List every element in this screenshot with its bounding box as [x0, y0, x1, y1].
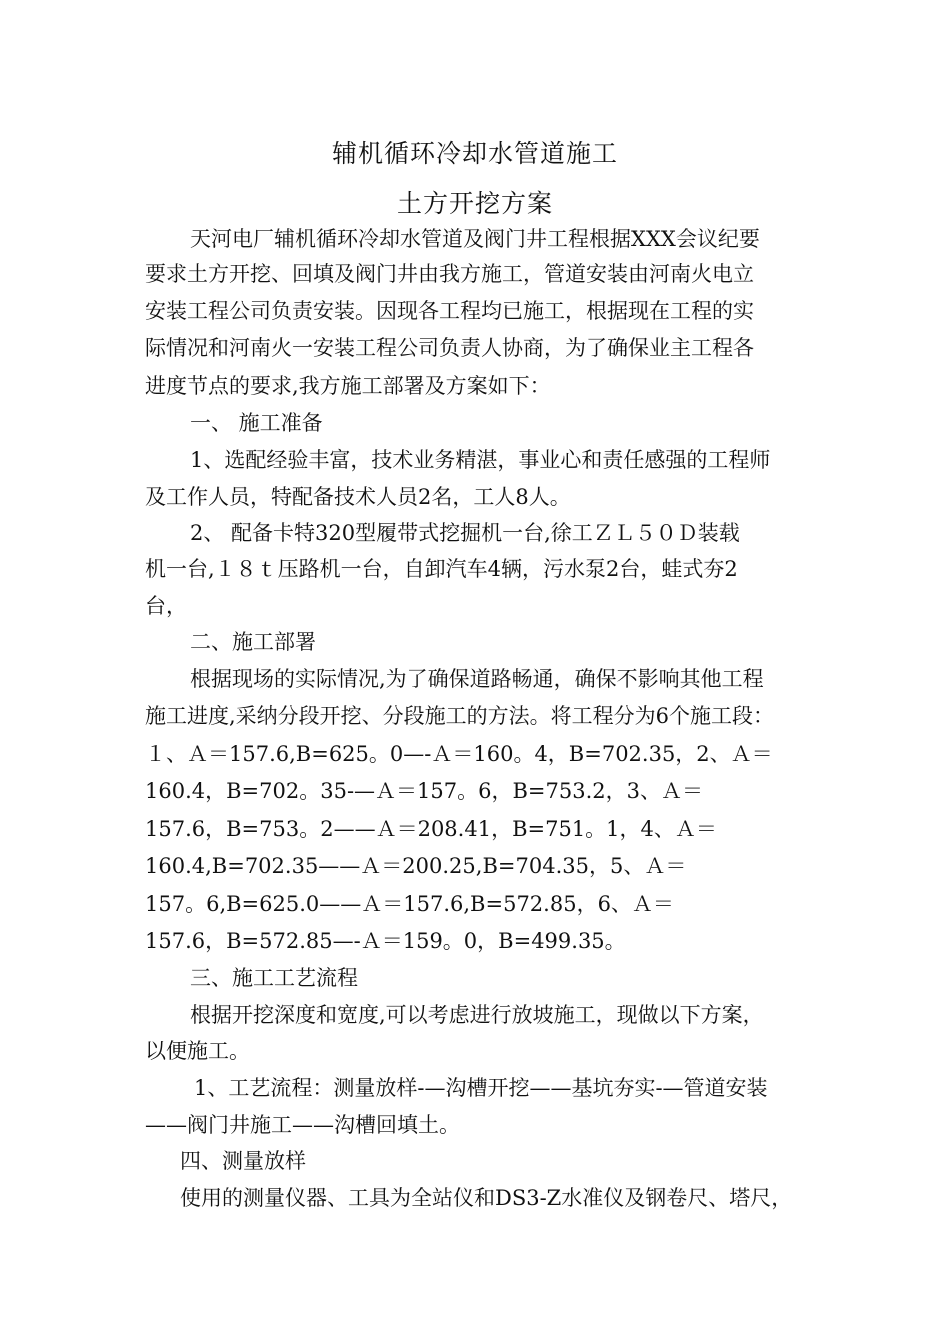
body-line: 机一台,１８ｔ压路机一台，自卸汽车4辆，污水泵2台，蛙式夯2: [145, 557, 738, 581]
body-line: 157.6，B=572.85—-Ａ＝159。0，B=499.35。: [145, 929, 626, 953]
body-line: ——阀门井施工——沟槽回填土。: [145, 1113, 460, 1137]
body-line: 要求土方开挖、回填及阀门井由我方施工，管道安装由河南火电立: [145, 262, 754, 286]
section-heading: 二、施工部署: [190, 630, 316, 654]
title-line-2: 土方开挖方案: [396, 189, 553, 218]
body-line: 安装工程公司负责安装。因现各工程均已施工，根据现在工程的实: [145, 299, 754, 323]
body-line: 2、 配备卡特320型履带式挖掘机一台,徐工ＺＬ５０Ｄ装载: [190, 521, 740, 545]
body-line: 根据现场的实际情况,为了确保道路畅通，确保不影响其他工程: [190, 667, 764, 691]
body-line: 施工进度,采纳分段开挖、分段施工的方法。将工程分为6个施工段：: [145, 704, 775, 728]
body-line: 以便施工。: [145, 1039, 250, 1063]
body-line: 进度节点的要求,我方施工部署及方案如下：: [145, 374, 551, 398]
body-line: 160.4,B=702.35——Ａ＝200.25,B=704.35，5、Ａ＝: [145, 854, 687, 878]
body-line: 1、工艺流程：测量放样-—沟槽开挖——基坑夯实-—管道安装: [194, 1076, 768, 1100]
body-line: 天河电厂辅机循环冷却水管道及阀门井工程根据XXX会议纪要: [190, 227, 760, 251]
body-line: 160.4，B=702。35-—Ａ＝157。6，B=753.2，3、Ａ＝: [145, 779, 703, 803]
body-line: １、Ａ＝157.6,B=625。0—-Ａ＝160。4，B=702.35，2、Ａ＝: [145, 742, 773, 766]
body-line: 际情况和河南火一安装工程公司负责人协商，为了确保业主工程各: [145, 336, 754, 360]
body-line: 使用的测量仪器、工具为全站仪和DS3-Z水准仪及钢卷尺、塔尺，: [180, 1186, 793, 1210]
body-line: 1、选配经验丰富，技术业务精湛，事业心和责任感强的工程师: [190, 448, 771, 472]
section-heading: 一、 施工准备: [190, 411, 323, 435]
body-line: 及工作人员，特配备技术人员2名，工人8人。: [145, 485, 571, 509]
section-heading: 三、施工工艺流程: [190, 966, 358, 990]
title-line-1: 辅机循环冷却水管道施工: [331, 139, 618, 168]
body-line: 157.6，B=753。2——Ａ＝208.41，B=751。1，4、Ａ＝: [145, 817, 717, 841]
body-line: 根据开挖深度和宽度,可以考虑进行放坡施工，现做以下方案，: [190, 1003, 764, 1027]
body-line: 台，: [145, 594, 187, 618]
section-heading: 四、测量放样: [180, 1149, 306, 1173]
body-line: 157。6,B=625.0——Ａ＝157.6,B=572.85，6、Ａ＝: [145, 892, 674, 916]
